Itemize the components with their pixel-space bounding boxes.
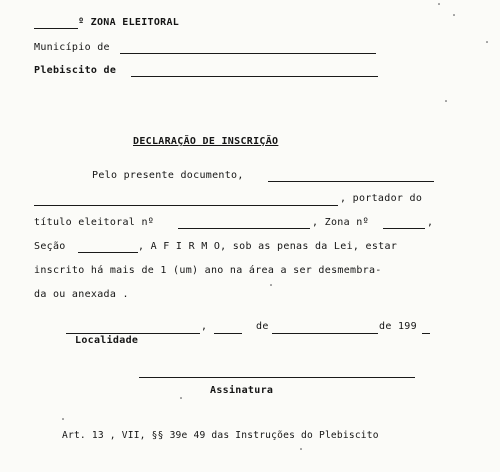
inscrito-text: inscrito há mais de 1 (um) ano na área a ser desmembra- (34, 265, 382, 276)
month-field[interactable] (272, 333, 378, 334)
localidade-field[interactable] (66, 333, 200, 334)
de-label-1: de (256, 321, 269, 332)
name-field-part1[interactable] (268, 181, 434, 182)
scan-speck (300, 448, 302, 450)
secao-field[interactable] (78, 252, 138, 253)
titulo-field[interactable] (178, 228, 310, 229)
name-field-part2[interactable] (34, 205, 338, 206)
year-prefix: de 199 (379, 321, 417, 332)
scan-speck (270, 284, 272, 286)
scan-speck (62, 418, 64, 420)
scan-speck (486, 41, 488, 43)
zona-number-field[interactable] (34, 28, 78, 29)
scan-speck (180, 397, 182, 399)
anexada-text: da ou anexada . (34, 289, 129, 300)
secao-label: Seção (34, 241, 66, 252)
scan-speck (438, 3, 440, 5)
declaration-title: DECLARAÇÃO DE INSCRIÇÃO (133, 136, 279, 147)
portador-text: , portador do (340, 193, 423, 204)
zona-nr-comma: , (427, 217, 434, 228)
titulo-label: título eleitoral nº (34, 217, 155, 228)
zona-nr-label: , Zona nº (312, 217, 369, 228)
localidade-label: Localidade (75, 335, 139, 346)
legal-reference: Art. 13 , VII, §§ 39e 49 das Instruções do Plebiscito (62, 430, 379, 441)
zona-eleitoral-label: º ZONA ELEITORAL (78, 17, 180, 28)
scan-speck (453, 14, 455, 16)
plebiscito-field[interactable] (131, 76, 378, 77)
intro-text: Pelo presente documento, (92, 170, 244, 181)
zona-nr-field[interactable] (383, 228, 425, 229)
signature-label: Assinatura (210, 385, 274, 396)
municipio-label: Município de (34, 42, 110, 53)
signature-field[interactable] (139, 377, 415, 378)
date-comma: , (201, 321, 208, 332)
scan-speck (445, 100, 447, 102)
municipio-field[interactable] (120, 53, 376, 54)
plebiscito-label: Plebiscito de (34, 65, 117, 76)
afirmo-text: , A F I R M O, sob as penas da Lei, estar (138, 241, 398, 252)
year-field[interactable] (422, 333, 430, 334)
day-field[interactable] (214, 333, 242, 334)
